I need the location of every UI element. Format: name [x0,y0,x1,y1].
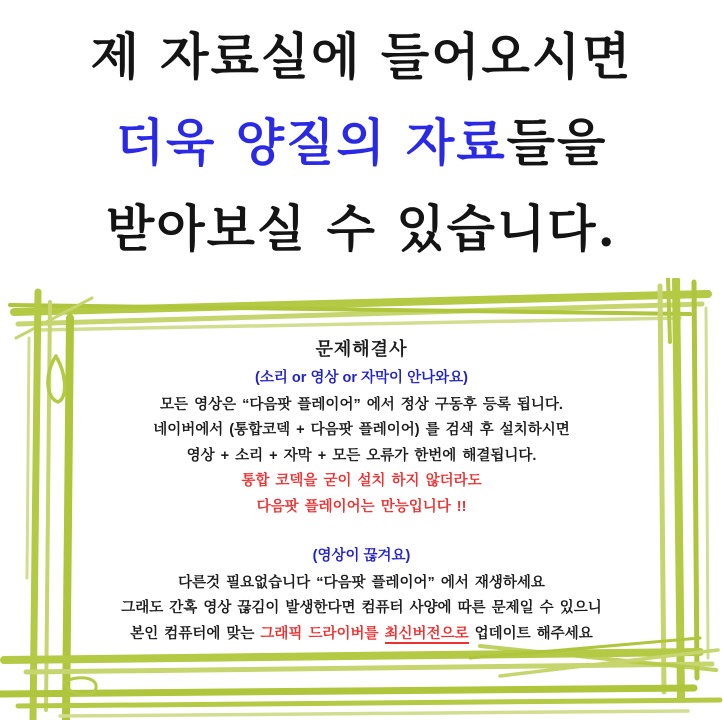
notice-section-stutter [50,546,673,647]
header-line-2-tail: 들을 [506,113,608,172]
section2-line-3-prefix: 본인 컴퓨터에 맞는 [130,625,261,642]
section2-line-3-red-underlined: 최신버전으로 [384,625,469,642]
header-block [0,14,723,272]
section2-line-1: 다른것 필요없습니다 “다음팟 플레이어” 에서 재생하세요 [178,575,545,592]
section2-line-3-suffix: 업데이트 해주세요 [468,625,593,642]
header-line-3: 받아보실 수 있습니다. [106,199,617,258]
section1-line-2: 네이버에서 (통합코덱 + 다음팟 플레이어) 를 검색 후 설치하시면 [153,422,570,439]
section2-line-2: 그래도 간혹 영상 끊김이 발생한다면 컴퓨터 사양에 따른 문제일 수 있으니 [121,600,602,617]
section1-heading: (소리 or 영상 or 자막이 안나와요) [255,370,468,386]
notice-block [50,338,673,647]
section2-line-3-red: 그래픽 드라이버를 [260,625,385,642]
section1-line-1: 모든 영상은 “다음팟 플레이어” 에서 정상 구동후 등록 됩니다. [160,397,563,413]
section1-line-3: 영상 + 소리 + 자막 + 모든 오류가 한번에 해결됩니다. [186,447,537,464]
header-line-2-highlight: 더욱 양질의 자료 [115,113,507,172]
section1-red-line-1: 통합 코덱을 굳이 설치 하지 않더라도 [241,473,482,490]
section2-heading: (영상이 끊겨요) [312,548,411,565]
header-line-1: 제 자료실에 들어오시면 [90,27,633,86]
section1-red-line-2: 다음팟 플레이어는 만능입니다 !! [256,498,467,515]
section2-line-3 [50,622,673,647]
notice-section-audio [50,368,673,520]
notice-title: 문제해결사 [315,339,408,359]
header-line-2 [0,100,723,186]
